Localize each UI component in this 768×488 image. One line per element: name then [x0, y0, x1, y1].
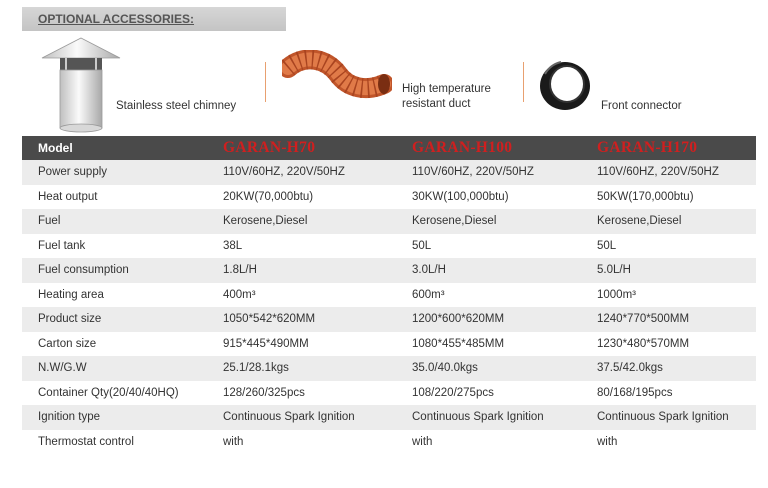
table-row — [22, 283, 756, 308]
table-cell: with — [398, 430, 583, 455]
table-cell: Continuous Spark Ignition — [398, 405, 583, 430]
row-label: Fuel — [22, 209, 209, 234]
table-row — [22, 430, 756, 455]
table-row — [22, 160, 756, 185]
table-cell: 1050*542*620MM — [209, 307, 398, 332]
table-cell: 915*445*490MM — [209, 332, 398, 357]
table-cell: 400m³ — [209, 283, 398, 308]
row-label: Thermostat control — [22, 430, 209, 455]
table-cell: 20KW(70,000btu) — [209, 185, 398, 210]
model-header-label: Model — [22, 136, 209, 160]
table-cell: 1240*770*500MM — [583, 307, 756, 332]
accessories-banner: OPTIONAL ACCESSORIES: — [22, 7, 286, 31]
accessory-divider — [523, 62, 524, 102]
connector-label — [601, 99, 682, 114]
table-cell: Continuous Spark Ignition — [209, 405, 398, 430]
table-cell: 50KW(170,000btu) — [583, 185, 756, 210]
table-row — [22, 405, 756, 430]
row-label: Power supply — [22, 160, 209, 185]
table-row — [22, 209, 756, 234]
table-cell: 50L — [583, 234, 756, 259]
model-name-h170: GARAN-H170 — [583, 136, 756, 160]
connector-label-line: Front connector — [601, 100, 682, 112]
duct-label-line-2: resistant duct — [402, 98, 471, 110]
table-cell: 35.0/40.0kgs — [398, 356, 583, 381]
table-row — [22, 185, 756, 210]
table-cell: 38L — [209, 234, 398, 259]
table-row — [22, 356, 756, 381]
table-cell: 50L — [398, 234, 583, 259]
front-connector-image — [537, 56, 593, 112]
table-row — [22, 381, 756, 406]
table-row — [22, 258, 756, 283]
table-cell: 110V/60HZ, 220V/50HZ — [398, 160, 583, 185]
table-cell: 3.0L/H — [398, 258, 583, 283]
table-cell: with — [583, 430, 756, 455]
model-name-h70: GARAN-H70 — [209, 136, 398, 160]
table-cell: 1080*455*485MM — [398, 332, 583, 357]
spec-header-row — [22, 136, 756, 160]
duct-label — [402, 82, 491, 112]
row-label: Ignition type — [22, 405, 209, 430]
table-cell: 5.0L/H — [583, 258, 756, 283]
spec-table — [22, 136, 756, 454]
row-label: Container Qty(20/40/40HQ) — [22, 381, 209, 406]
table-row — [22, 234, 756, 259]
table-row — [22, 332, 756, 357]
table-cell: Continuous Spark Ignition — [583, 405, 756, 430]
spec-table-body — [22, 160, 756, 454]
table-cell: 1230*480*570MM — [583, 332, 756, 357]
row-label: N.W/G.W — [22, 356, 209, 381]
table-cell: with — [209, 430, 398, 455]
chimney-label-line: Stainless steel chimney — [116, 100, 237, 112]
row-label: Carton size — [22, 332, 209, 357]
table-cell: 110V/60HZ, 220V/50HZ — [209, 160, 398, 185]
accessory-divider — [265, 62, 266, 102]
table-cell: 80/168/195pcs — [583, 381, 756, 406]
stainless-chimney-image — [40, 36, 122, 134]
row-label: Product size — [22, 307, 209, 332]
table-cell: 30KW(100,000btu) — [398, 185, 583, 210]
chimney-label — [116, 99, 236, 114]
row-label: Heat output — [22, 185, 209, 210]
table-cell: 37.5/42.0kgs — [583, 356, 756, 381]
row-label: Heating area — [22, 283, 209, 308]
table-cell: 1000m³ — [583, 283, 756, 308]
duct-label-line-1: High temperature — [402, 83, 491, 95]
row-label: Fuel consumption — [22, 258, 209, 283]
table-cell: 600m³ — [398, 283, 583, 308]
table-cell: 25.1/28.1kgs — [209, 356, 398, 381]
resistant-duct-image — [282, 50, 392, 112]
row-label: Fuel tank — [22, 234, 209, 259]
table-cell: 108/220/275pcs — [398, 381, 583, 406]
table-row — [22, 307, 756, 332]
table-cell: Kerosene,Diesel — [583, 209, 756, 234]
table-cell: 128/260/325pcs — [209, 381, 398, 406]
table-cell: 1200*600*620MM — [398, 307, 583, 332]
table-cell: Kerosene,Diesel — [209, 209, 398, 234]
table-cell: 110V/60HZ, 220V/50HZ — [583, 160, 756, 185]
table-cell: 1.8L/H — [209, 258, 398, 283]
model-name-h100: GARAN-H100 — [398, 136, 583, 160]
table-cell: Kerosene,Diesel — [398, 209, 583, 234]
